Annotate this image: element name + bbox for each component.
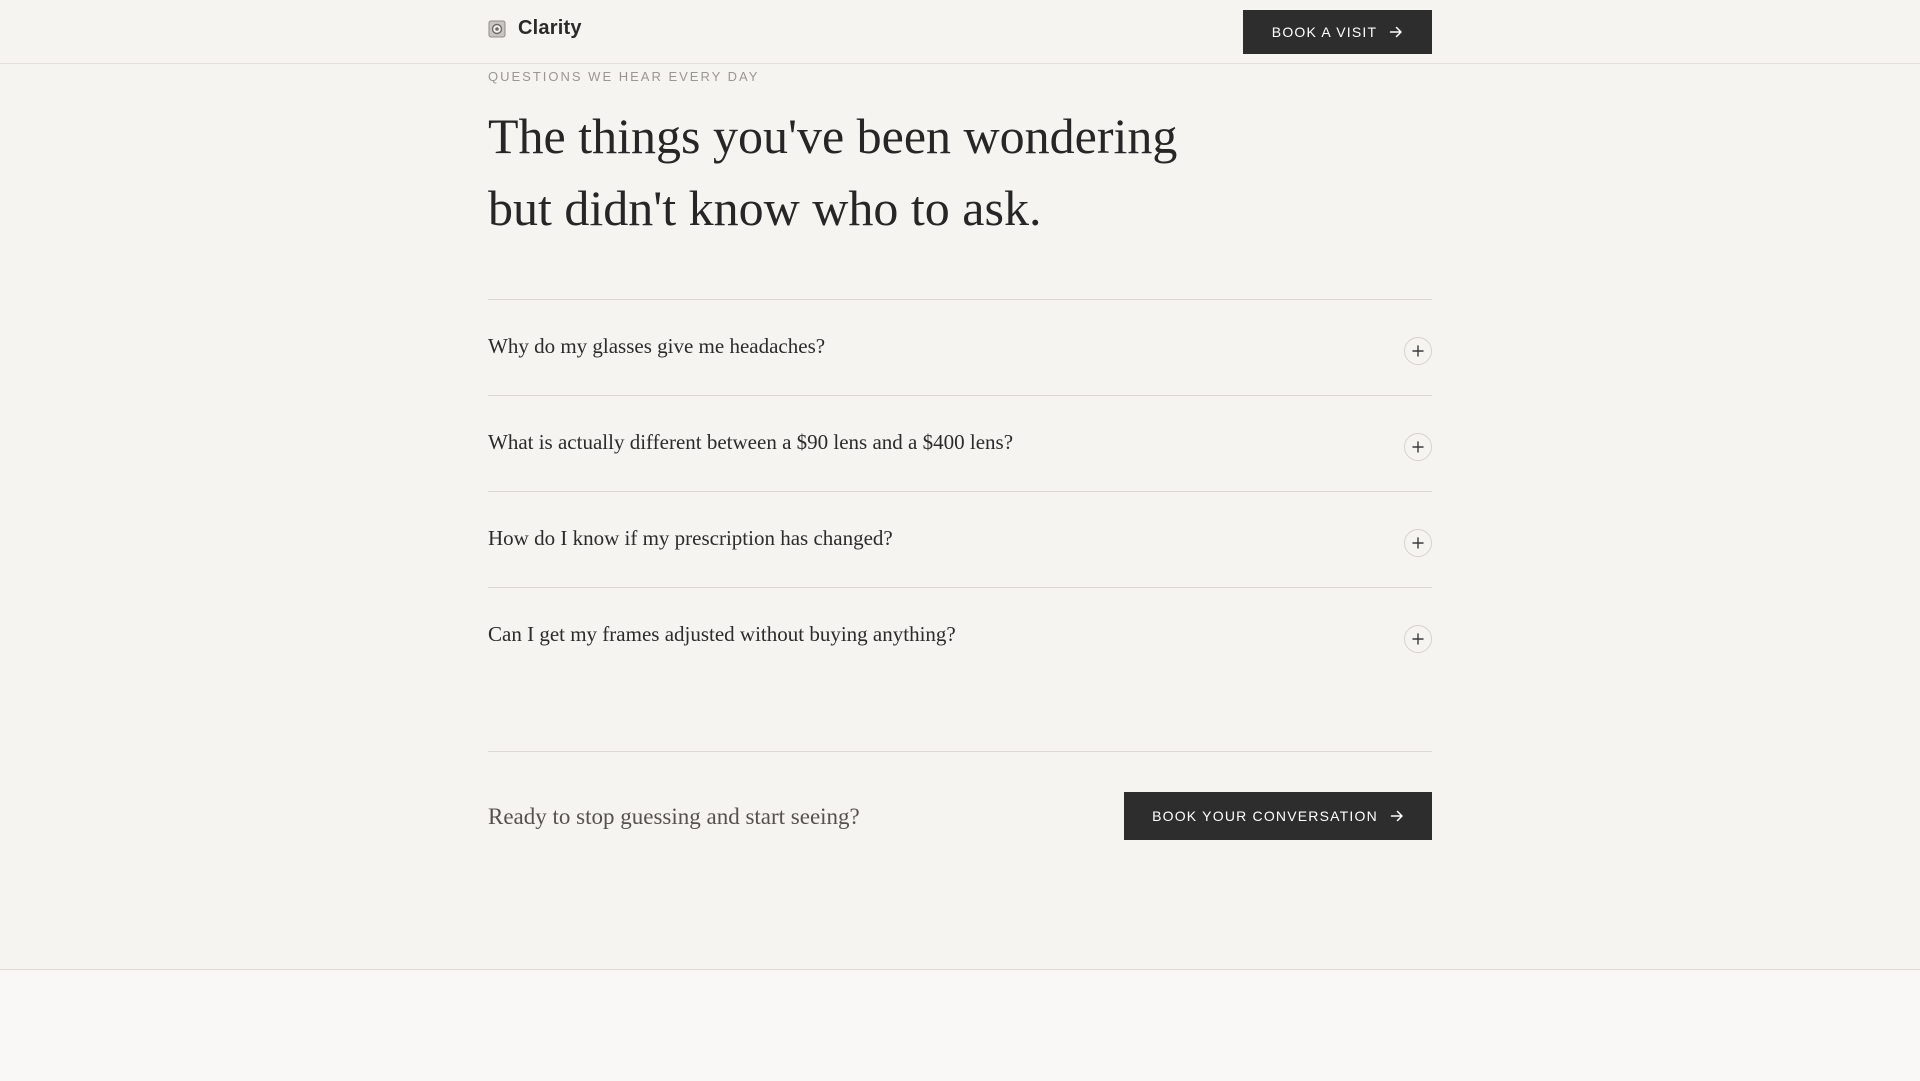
book-your-conversation-label: BOOK YOUR CONVERSATION — [1152, 808, 1378, 824]
arrow-right-icon — [1389, 25, 1403, 39]
brand-logo[interactable] — [488, 17, 582, 40]
faq-expand-toggle[interactable] — [1404, 433, 1432, 461]
site-footer — [0, 969, 1920, 1081]
plus-icon — [1412, 537, 1424, 549]
book-a-visit-button[interactable] — [1243, 10, 1432, 54]
site-header — [0, 0, 1920, 64]
section-eyebrow: QUESTIONS WE HEAR EVERY DAY — [488, 69, 760, 84]
faq-expand-toggle[interactable] — [1404, 625, 1432, 653]
plus-icon — [1412, 345, 1424, 357]
plus-icon — [1412, 441, 1424, 453]
book-a-visit-label: BOOK A VISIT — [1271, 24, 1378, 40]
arrow-right-icon — [1390, 809, 1404, 823]
faq-question: Can I get my frames adjusted without buying anything? — [488, 622, 956, 646]
faq-item-frame-adjustment[interactable] — [488, 588, 1432, 684]
section-headline: The things you've been wondering but didn't know who to ask. — [488, 108, 1178, 236]
brand-name: Clarity — [518, 17, 582, 39]
lens-icon — [488, 20, 506, 38]
faq-item-prescription-changed[interactable] — [488, 492, 1432, 588]
faq-question: What is actually different between a $90 lens and a $400 lens? — [488, 430, 1014, 454]
plus-icon — [1412, 633, 1424, 645]
faq-expand-toggle[interactable] — [1404, 529, 1432, 557]
faq-item-lens-difference[interactable] — [488, 396, 1432, 492]
faq-question: Why do my glasses give me headaches? — [488, 334, 826, 358]
faq-question: How do I know if my prescription has changed? — [488, 526, 893, 550]
faq-expand-toggle[interactable] — [1404, 337, 1432, 365]
cta-text: Ready to stop guessing and start seeing? — [488, 804, 860, 829]
cta-band — [488, 751, 1432, 829]
faq-list — [488, 299, 1432, 684]
book-your-conversation-button[interactable] — [1124, 792, 1432, 840]
faq-item-headaches[interactable] — [488, 300, 1432, 396]
